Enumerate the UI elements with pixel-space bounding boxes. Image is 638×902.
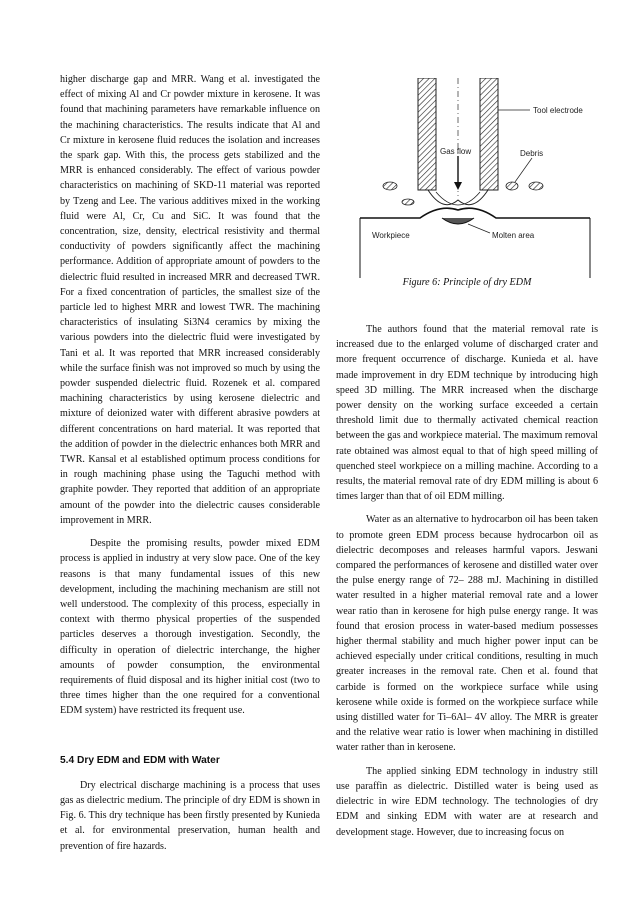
section-heading-dry-edm: 5.4 Dry EDM and EDM with Water: [60, 754, 220, 766]
leader-debris: [515, 158, 532, 182]
spark-arc-inner: [436, 192, 480, 205]
debris-particle: [529, 182, 543, 190]
figure-caption: Figure 6: Principle of dry EDM: [402, 277, 532, 288]
leader-molten-area: [468, 224, 490, 233]
paragraph-water-dielectric: Water as an alternative to hydrocarbon oil has been taken to promote green EDM process because hydrocarbon oil as dielectric decomposes and releases harmful vapors. Jeswani compared the performances of kerosene and distilled water over the pulse energy range of 72– 288 mJ. Machining in distilled water resulted in a higher material removal rate and a lower wear ratio than in kerosene for high pulse energy range. It was found that erosion process in water-based medium possesses higher thermal stability and much higher power input can be achieved especially under critical conditions, resulting in much greater increases in the removal rate. Chen et al. found that carbide is formed on the workpiece surface while using kerosene while oxide is formed on the workpiece surface while using distilled water for Ti–6Al– 4V alloy. The MRR is greater and the relative wear ratio is lower when machining in distilled water rather than in kerosene.: [336, 514, 598, 754]
label-debris: Debris: [520, 149, 544, 158]
label-molten-area: Molten area: [492, 231, 535, 240]
left-column: [60, 72, 320, 854]
figure-dry-edm-diagram: [350, 78, 600, 278]
workpiece-surface: [360, 208, 590, 218]
label-gas-flow: Gas flow: [440, 147, 472, 156]
paragraph-dry-edm-findings: The authors found that the material removal rate is increased due to the enlarged volume of discharged crater and more frequent occurrence of discharge. Kunieda et al. have made improvement in dry EDM technique by introducing high speed 3D milling. The MRR increased when the discharge power density on the working surface exceeded a certain threshold limit due to thermally activated chemical reaction between the gas and workpiece material. The maximum removal rate obtained was almost equal to that of high speed milling of quenched steel workpiece on a milling machine. According to a results, the material removal rate of dry EDM milling is about 6 times larger than that of oil EDM milling.: [336, 324, 598, 503]
paragraph-powder-mixing: higher discharge gap and MRR. Wang et al. investigated the effect of mixing Al and Cr powder mixture in kerosene. It was found that machining parameters have remarkable influence on the machining characteristics. The results indicate that Al and Cr mixture in kerosene fluid reduces the isolation and increases the spark gap. With this, the process gets stabilized and the MRR is enhanced considerably. The effect of various powder characteristics on machining of SKD-11 material was reported by Tzeng and Lee. The various additives mixed in the working fluid were Al, Cr, Cu and SiC. It was found that the concentration, size, density, electrical resistivity and thermal conductivity of powders significantly affect the machining performance. Addition of appropriate amount of powders to the dielectric fluid resulted in increased MRR and decreased TWR. For a fixed concentration of particles, the smallest size of the particle led to highest MRR and lowest TWR. The machining characteristics of insulating Si3N4 ceramics by mixing the various powders into the dielectric fluid were investigated by Tani et al. It was reported that MRR increased considerably while the surface finish was not improved so much by using the powder suspended dielectric fluid. Rozenek et al. compared machining characteristics by using kerosene dielectric and mixture of deionized water with different abrasive powders at different concentrations on hard material. It was reported that the addition of powder in the dielectric enhances both MRR and TWR. Kansal et al established optimum process conditions for in rough machining phase using the Taguchi method with graphite powder. They reported that addition of an appropriate amount of the powder into the dielectric causes considerable improvement in MRR.: [60, 74, 320, 526]
label-workpiece: Workpiece: [372, 231, 410, 240]
label-tool-electrode: Tool electrode: [533, 106, 583, 115]
paragraph-dry-edm-intro: Dry electrical discharge machining is a process that uses gas as dielectric medium. The principle of dry EDM is shown in Fig. 6. This dry technique has been firstly presented by Kunieda et al. for environmental preservation, human health and prevention of fire hazards.: [60, 779, 320, 852]
gas-flow-arrowhead: [454, 182, 462, 190]
paragraph-pmedm-challenges: Despite the promising results, powder mixed EDM process is applied in industry at very slow pace. One of the key reasons is that many fundamental issues of this new development, including the machining mechanism are still not well understood. The complexity of this process, especially in context with thermo physical properties of the suspended particles deserves a thorough investigation. Secondly, the difficulty in operation of dielectric interchange, the higher amounts of powder consumption, the environmental requirements of fluid disposal and its higher initial cost (two to three times higher than the one required for a conventional EDM system) have restricted its frequent use.: [60, 538, 320, 717]
debris-particle: [402, 199, 414, 205]
electrode-left-wall: [418, 78, 436, 190]
molten-area: [442, 218, 474, 224]
debris-particle: [383, 182, 397, 190]
right-column: [336, 322, 598, 840]
dry-edm-diagram-svg: [350, 78, 600, 278]
spark-arc: [428, 190, 488, 205]
debris-particle: [506, 182, 518, 190]
electrode-right-wall: [480, 78, 498, 190]
paragraph-sinking-edm: The applied sinking EDM technology in industry still use paraffin as dielectric. Distilled water is being used as dielectric in wire EDM technology. The technologies of dry EDM and sinking EDM with water are at research and development stage. However, due to increasing focus on: [336, 765, 598, 838]
